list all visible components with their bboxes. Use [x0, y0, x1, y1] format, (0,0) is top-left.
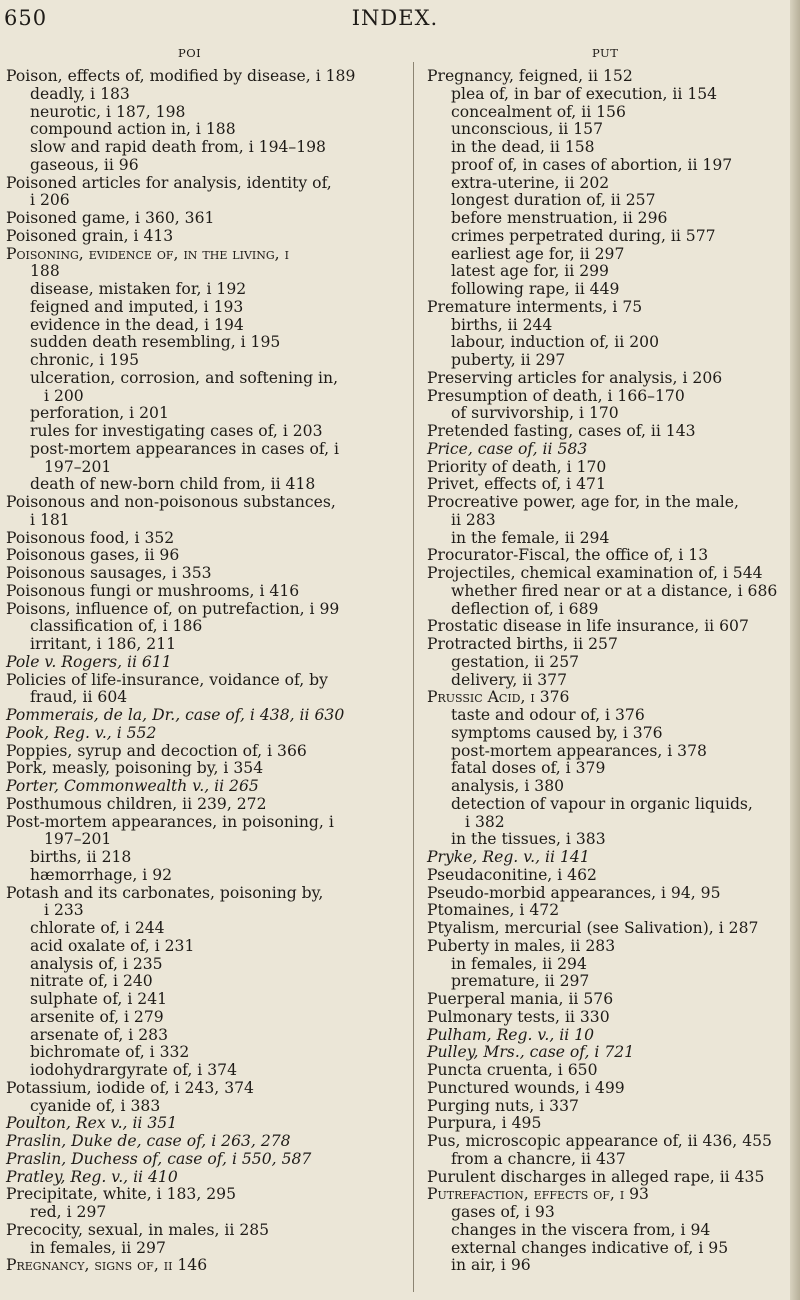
index-entry: Pseudaconitine, i 462: [427, 865, 597, 884]
index-subentry: neurotic, i 187, 198: [30, 102, 186, 121]
index-entry: Pregnancy, signs of, ii 146: [6, 1256, 208, 1275]
index-subentry: longest duration of, ii 257: [451, 191, 656, 210]
index-entry: Presumption of death, i 166–170: [427, 386, 685, 405]
index-subentry: i 233: [44, 901, 84, 920]
index-subentry: analysis of, i 235: [30, 954, 163, 973]
index-entry: Precipitate, white, i 183, 295: [6, 1185, 237, 1204]
index-subentry: puberty, ii 297: [451, 351, 566, 369]
index-entry: Procurator-Fiscal, the office of, i 13: [427, 546, 709, 565]
index-entry: Poulton, Rex v., ii 351: [6, 1114, 178, 1133]
index-entry: Pretended fasting, cases of, ii 143: [427, 422, 696, 440]
index-entry: Putrefaction, effects of, i 93: [427, 1185, 649, 1204]
index-entry: Pulham, Reg. v., ii 10: [427, 1025, 595, 1044]
index-subentry: changes in the viscera from, i 94: [451, 1220, 711, 1239]
index-subentry: external changes indicative of, i 95: [451, 1238, 729, 1257]
index-subentry: red, i 297: [30, 1203, 107, 1221]
index-subentry: of survivorship, i 170: [451, 404, 619, 423]
index-entry: Puerperal mania, ii 576: [427, 990, 614, 1008]
index-entry: Pole v. Rogers, ii 611: [6, 652, 172, 671]
index-subentry: disease, mistaken for, i 192: [30, 280, 247, 298]
index-subentry: ii 283: [451, 510, 496, 529]
index-subentry: detection of vapour in organic liquids,: [451, 794, 753, 813]
left-guide-word: POI: [178, 46, 202, 60]
right-guide-word: PUT: [592, 46, 619, 60]
index-subentry: in females, ii 294: [451, 954, 587, 973]
index-subentry: unconscious, ii 157: [451, 120, 604, 139]
index-subentry: crimes perpetrated during, ii 577: [451, 226, 716, 245]
index-entry: Poisoning, evidence of, in the living, i: [6, 244, 289, 263]
index-entry: Potash and its carbonates, poisoning by,: [6, 883, 324, 902]
index-subentry: deflection of, i 689: [451, 599, 599, 618]
page-edge: [790, 0, 800, 1300]
index-entry: Pryke, Reg. v., ii 141: [427, 848, 590, 866]
index-entry: Pommerais, de la, Dr., case of, i 438, ii 630: [6, 706, 345, 724]
index-subentry: nitrate of, i 240: [30, 972, 153, 991]
index-entry: Privet, effects of, i 471: [427, 475, 606, 494]
right-index-column: [427, 68, 787, 1275]
index-subentry: concealment of, ii 156: [451, 102, 626, 121]
index-entry: Policies of life-insurance, voidance of, by: [6, 670, 328, 689]
index-entry: Pook, Reg. v., i 552: [6, 723, 157, 742]
index-entry: Pus, microscopic appearance of, ii 436, 455: [427, 1132, 772, 1150]
index-subentry: in the tissues, i 383: [451, 830, 606, 849]
index-subentry: acid oxalate of, i 231: [30, 936, 195, 955]
index-subentry: cyanide of, i 383: [30, 1096, 161, 1115]
index-entry: Poisonous fungi or mushrooms, i 416: [6, 581, 300, 600]
index-entry: Premature interments, i 75: [427, 297, 643, 316]
index-entry: Pulmonary tests, ii 330: [427, 1007, 610, 1026]
index-subentry: hæmorrhage, i 92: [30, 865, 173, 884]
left-index-column: [6, 68, 401, 1275]
index-subentry: compound action in, i 188: [30, 120, 236, 139]
index-entry: Praslin, Duke de, case of, i 263, 278: [6, 1132, 291, 1150]
index-subentry: whether fired near or at a distance, i 686: [451, 581, 778, 600]
index-entry: Protracted births, ii 257: [427, 635, 618, 653]
index-entry: Purulent discharges in alleged rape, ii 435: [427, 1167, 765, 1186]
index-subentry: plea of, in bar of execution, ii 154: [451, 84, 718, 103]
index-subentry: in the female, ii 294: [451, 528, 610, 547]
index-entry: Poisoned articles for analysis, identity of,: [6, 173, 332, 192]
index-entry: Ptomaines, i 472: [427, 901, 560, 920]
index-subentry: arsenite of, i 279: [30, 1007, 164, 1026]
index-entry: Pregnancy, feigned, ii 152: [427, 67, 633, 85]
index-entry: Pulley, Mrs., case of, i 721: [427, 1043, 635, 1062]
index-subentry: i 382: [465, 812, 505, 831]
index-subentry: post-mortem appearances, i 378: [451, 741, 707, 760]
index-entry: Purging nuts, i 337: [427, 1096, 579, 1115]
index-subentry: perforation, i 201: [30, 404, 169, 423]
index-entry: Prussic Acid, i 376: [427, 688, 570, 707]
index-entry: Porter, Commonwealth v., ii 265: [6, 777, 259, 795]
index-subentry: earliest age for, ii 297: [451, 244, 625, 263]
index-entry: Pratley, Reg. v., ii 410: [6, 1167, 178, 1186]
index-subentry: delivery, ii 377: [451, 670, 568, 689]
index-subentry: symptoms caused by, i 376: [451, 723, 663, 742]
index-entry: Projectiles, chemical examination of, i 544: [427, 564, 763, 582]
index-entry: Potassium, iodide of, i 243, 374: [6, 1078, 254, 1097]
index-entry: Ptyalism, mercurial (see Salivation), i 287: [427, 919, 759, 937]
index-subentry: in the dead, ii 158: [451, 138, 595, 156]
index-entry: Poisonous sausages, i 353: [6, 564, 212, 582]
index-subentry: fatal doses of, i 379: [451, 759, 606, 778]
index-subentry: taste and odour of, i 376: [451, 706, 645, 724]
index-entry: Priority of death, i 170: [427, 457, 607, 476]
index-entry: Posthumous children, ii 239, 272: [6, 794, 267, 813]
index-subentry: from a chancre, ii 437: [451, 1149, 626, 1168]
index-subentry: gestation, ii 257: [451, 652, 580, 671]
index-entry: Punctured wounds, i 499: [427, 1078, 625, 1097]
index-entry: Poisonous food, i 352: [6, 528, 175, 547]
index-subentry: ulceration, corrosion, and softening in,: [30, 368, 339, 387]
index-subentry: births, ii 218: [30, 848, 132, 866]
index-entry: Procreative power, age for, in the male,: [427, 493, 739, 511]
index-entry: Poppies, syrup and decoction of, i 366: [6, 741, 307, 760]
column-divider: [413, 62, 414, 1292]
index-entry: Pseudo-morbid appearances, i 94, 95: [427, 883, 721, 902]
index-subentry: latest age for, ii 299: [451, 262, 609, 281]
index-entry: Poison, effects of, modified by disease, i 189: [6, 67, 356, 85]
index-entry: Precocity, sexual, in males, ii 285: [6, 1220, 270, 1239]
index-entry: Preserving articles for analysis, i 206: [427, 368, 723, 387]
page-header: [0, 4, 790, 40]
index-entry: Purpura, i 495: [427, 1114, 542, 1133]
index-subentry: bichromate of, i 332: [30, 1043, 190, 1062]
index-entry: Price, case of, ii 583: [427, 439, 588, 458]
index-entry: Poisonous and non-poisonous substances,: [6, 493, 336, 511]
index-subentry: gaseous, ii 96: [30, 155, 139, 174]
index-subentry: extra-uterine, ii 202: [451, 173, 610, 192]
index-subentry: rules for investigating cases of, i 203: [30, 422, 323, 440]
index-subentry: analysis, i 380: [451, 777, 565, 795]
page-number: 650: [4, 6, 48, 30]
index-entry: Pork, measly, poisoning by, i 354: [6, 759, 264, 778]
index-subentry: death of new-born child from, ii 418: [30, 475, 316, 494]
index-subentry: i 200: [44, 386, 84, 405]
index-subentry: in air, i 96: [451, 1256, 531, 1275]
index-subentry: before menstruation, ii 296: [451, 209, 668, 227]
index-entry: Poisoned game, i 360, 361: [6, 209, 215, 227]
index-entry: Prostatic disease in life insurance, ii 607: [427, 617, 749, 636]
index-subentry: premature, ii 297: [451, 972, 590, 991]
index-subentry: irritant, i 186, 211: [30, 635, 177, 653]
index-subentry: deadly, i 183: [30, 84, 130, 103]
index-subentry: arsenate of, i 283: [30, 1025, 168, 1044]
index-entry: Poisoned grain, i 413: [6, 226, 174, 245]
index-subentry: iodohydrargyrate of, i 374: [30, 1061, 238, 1079]
index-subentry: classification of, i 186: [30, 617, 203, 636]
index-subentry: i 181: [30, 510, 70, 529]
index-entry: Praslin, Duchess of, case of, i 550, 587: [6, 1149, 312, 1168]
index-subentry: chronic, i 195: [30, 351, 140, 369]
index-subentry: feigned and imputed, i 193: [30, 297, 244, 316]
index-subentry: births, ii 244: [451, 315, 553, 334]
index-subentry: slow and rapid death from, i 194–198: [30, 138, 326, 156]
index-entry: Poisons, influence of, on putrefaction, i 99: [6, 599, 340, 618]
index-entry: Poisonous gases, ii 96: [6, 546, 180, 565]
index-subentry: labour, induction of, ii 200: [451, 333, 659, 352]
index-entry: Puncta cruenta, i 650: [427, 1061, 598, 1079]
index-subentry: 197–201: [44, 830, 112, 849]
index-subentry: evidence in the dead, i 194: [30, 315, 244, 334]
index-subentry: in females, ii 297: [30, 1238, 166, 1257]
index-entry: Post-mortem appearances, in poisoning, i: [6, 812, 334, 831]
index-subentry: i 206: [30, 191, 70, 210]
index-subentry: proof of, in cases of abortion, ii 197: [451, 155, 733, 174]
index-entry: Puberty in males, ii 283: [427, 936, 616, 955]
index-subentry: sudden death resembling, i 195: [30, 333, 281, 352]
index-subentry: 188: [30, 262, 60, 281]
index-subentry: chlorate of, i 244: [30, 919, 165, 937]
index-subentry: fraud, ii 604: [30, 688, 128, 707]
page-title: INDEX.: [351, 6, 439, 30]
index-subentry: gases of, i 93: [451, 1203, 555, 1221]
index-subentry: post-mortem appearances in cases of, i: [30, 439, 339, 458]
index-subentry: 197–201: [44, 457, 112, 476]
index-subentry: sulphate of, i 241: [30, 990, 168, 1008]
index-subentry: following rape, ii 449: [451, 280, 620, 298]
